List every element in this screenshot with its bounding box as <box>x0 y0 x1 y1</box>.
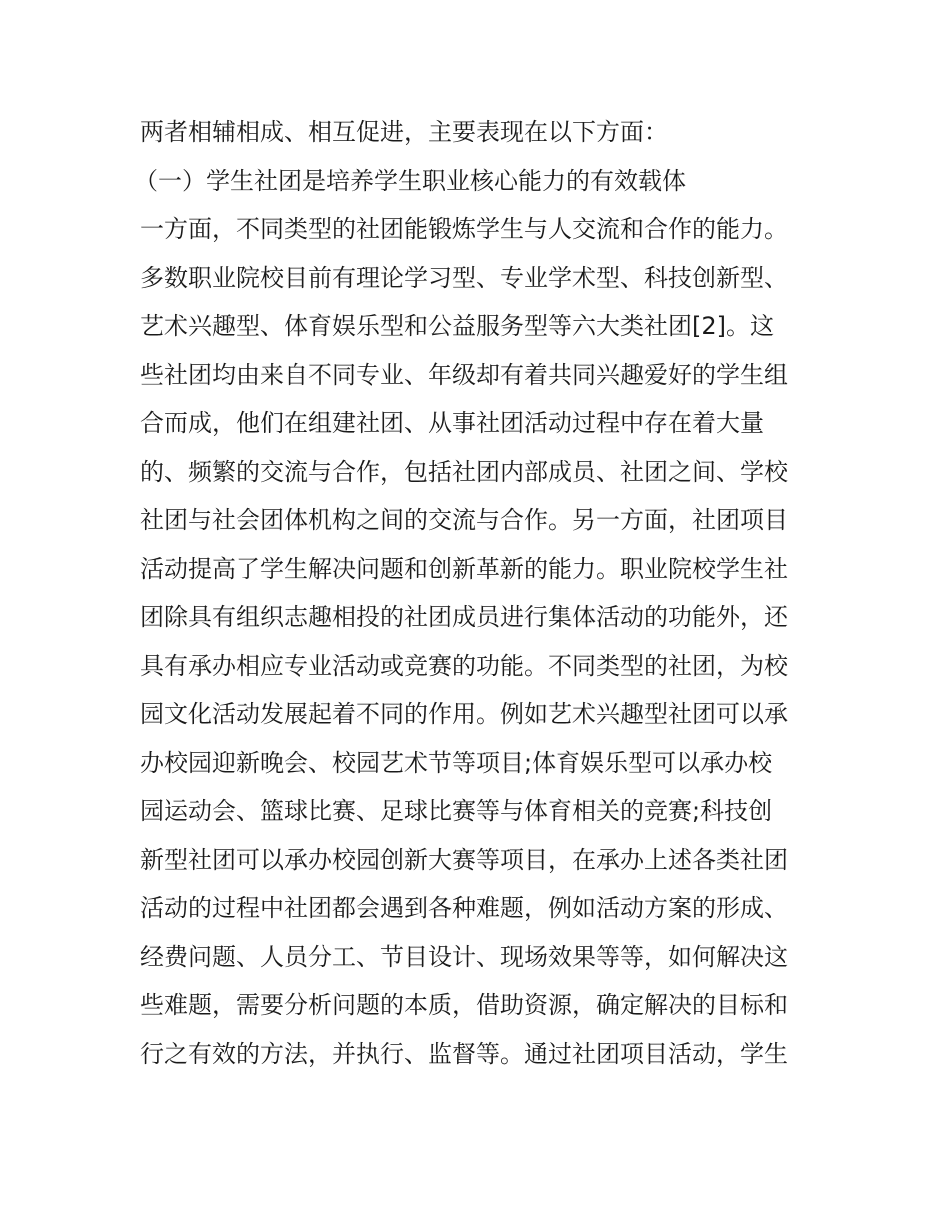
text-line: 活动提高了学生解决问题和创新革新的能力。职业院校学生社 <box>140 554 788 583</box>
body-text <box>134 108 820 1078</box>
text-line: 社团与社会团体机构之间的交流与合作。另一方面，社团项目 <box>140 506 788 534</box>
text-line: 经费问题、人员分工、节目设计、现场效果等等，如何解决这 <box>140 942 788 971</box>
text-line: 办校园迎新晚会、校园艺术节等项目;体育娱乐型可以承办校 <box>140 748 773 777</box>
text-line: 合而成，他们在组建社团、从事社团活动过程中存在着大量 <box>140 409 764 437</box>
text-line: 多数职业院校目前有理论学习型、专业学术型、科技创新型、 <box>140 263 788 292</box>
text-line: 一方面，不同类型的社团能锻炼学生与人交流和合作的能力。 <box>140 215 788 243</box>
text-line: 具有承办相应专业活动或竞赛的功能。不同类型的社团，为校 <box>140 651 788 680</box>
text-line: 园运动会、篮球比赛、足球比赛等与体育相关的竞赛;科技创 <box>140 797 773 825</box>
text-line: 行之有效的方法，并执行、监督等。通过社团项目活动，学生 <box>140 1039 788 1068</box>
text-line: 团除具有组织志趣相投的社团成员进行集体活动的功能外，还 <box>140 603 788 631</box>
text-line: 新型社团可以承办校园创新大赛等项目，在承办上述各类社团 <box>140 845 788 874</box>
text-line: 活动的过程中社团都会遇到各种难题，例如活动方案的形成、 <box>140 894 788 922</box>
text-line: 两者相辅相成、相互促进，主要表现在以下方面： <box>140 118 668 146</box>
text-line: 的、频繁的交流与合作，包括社团内部成员、社团之间、学校 <box>140 457 788 486</box>
text-line: 些社团均由来自不同专业、年级却有着共同兴趣爱好的学生组 <box>140 360 788 389</box>
text-line: 艺术兴趣型、体育娱乐型和公益服务型等六大类社团[2]。这 <box>140 312 774 340</box>
section-heading: （一）学生社团是培养学生职业核心能力的有效载体 <box>134 166 686 195</box>
text-line: 些难题，需要分析问题的本质，借助资源，确定解决的目标和 <box>140 991 788 1019</box>
text-line: 园文化活动发展起着不同的作用。例如艺术兴趣型社团可以承 <box>140 700 788 728</box>
